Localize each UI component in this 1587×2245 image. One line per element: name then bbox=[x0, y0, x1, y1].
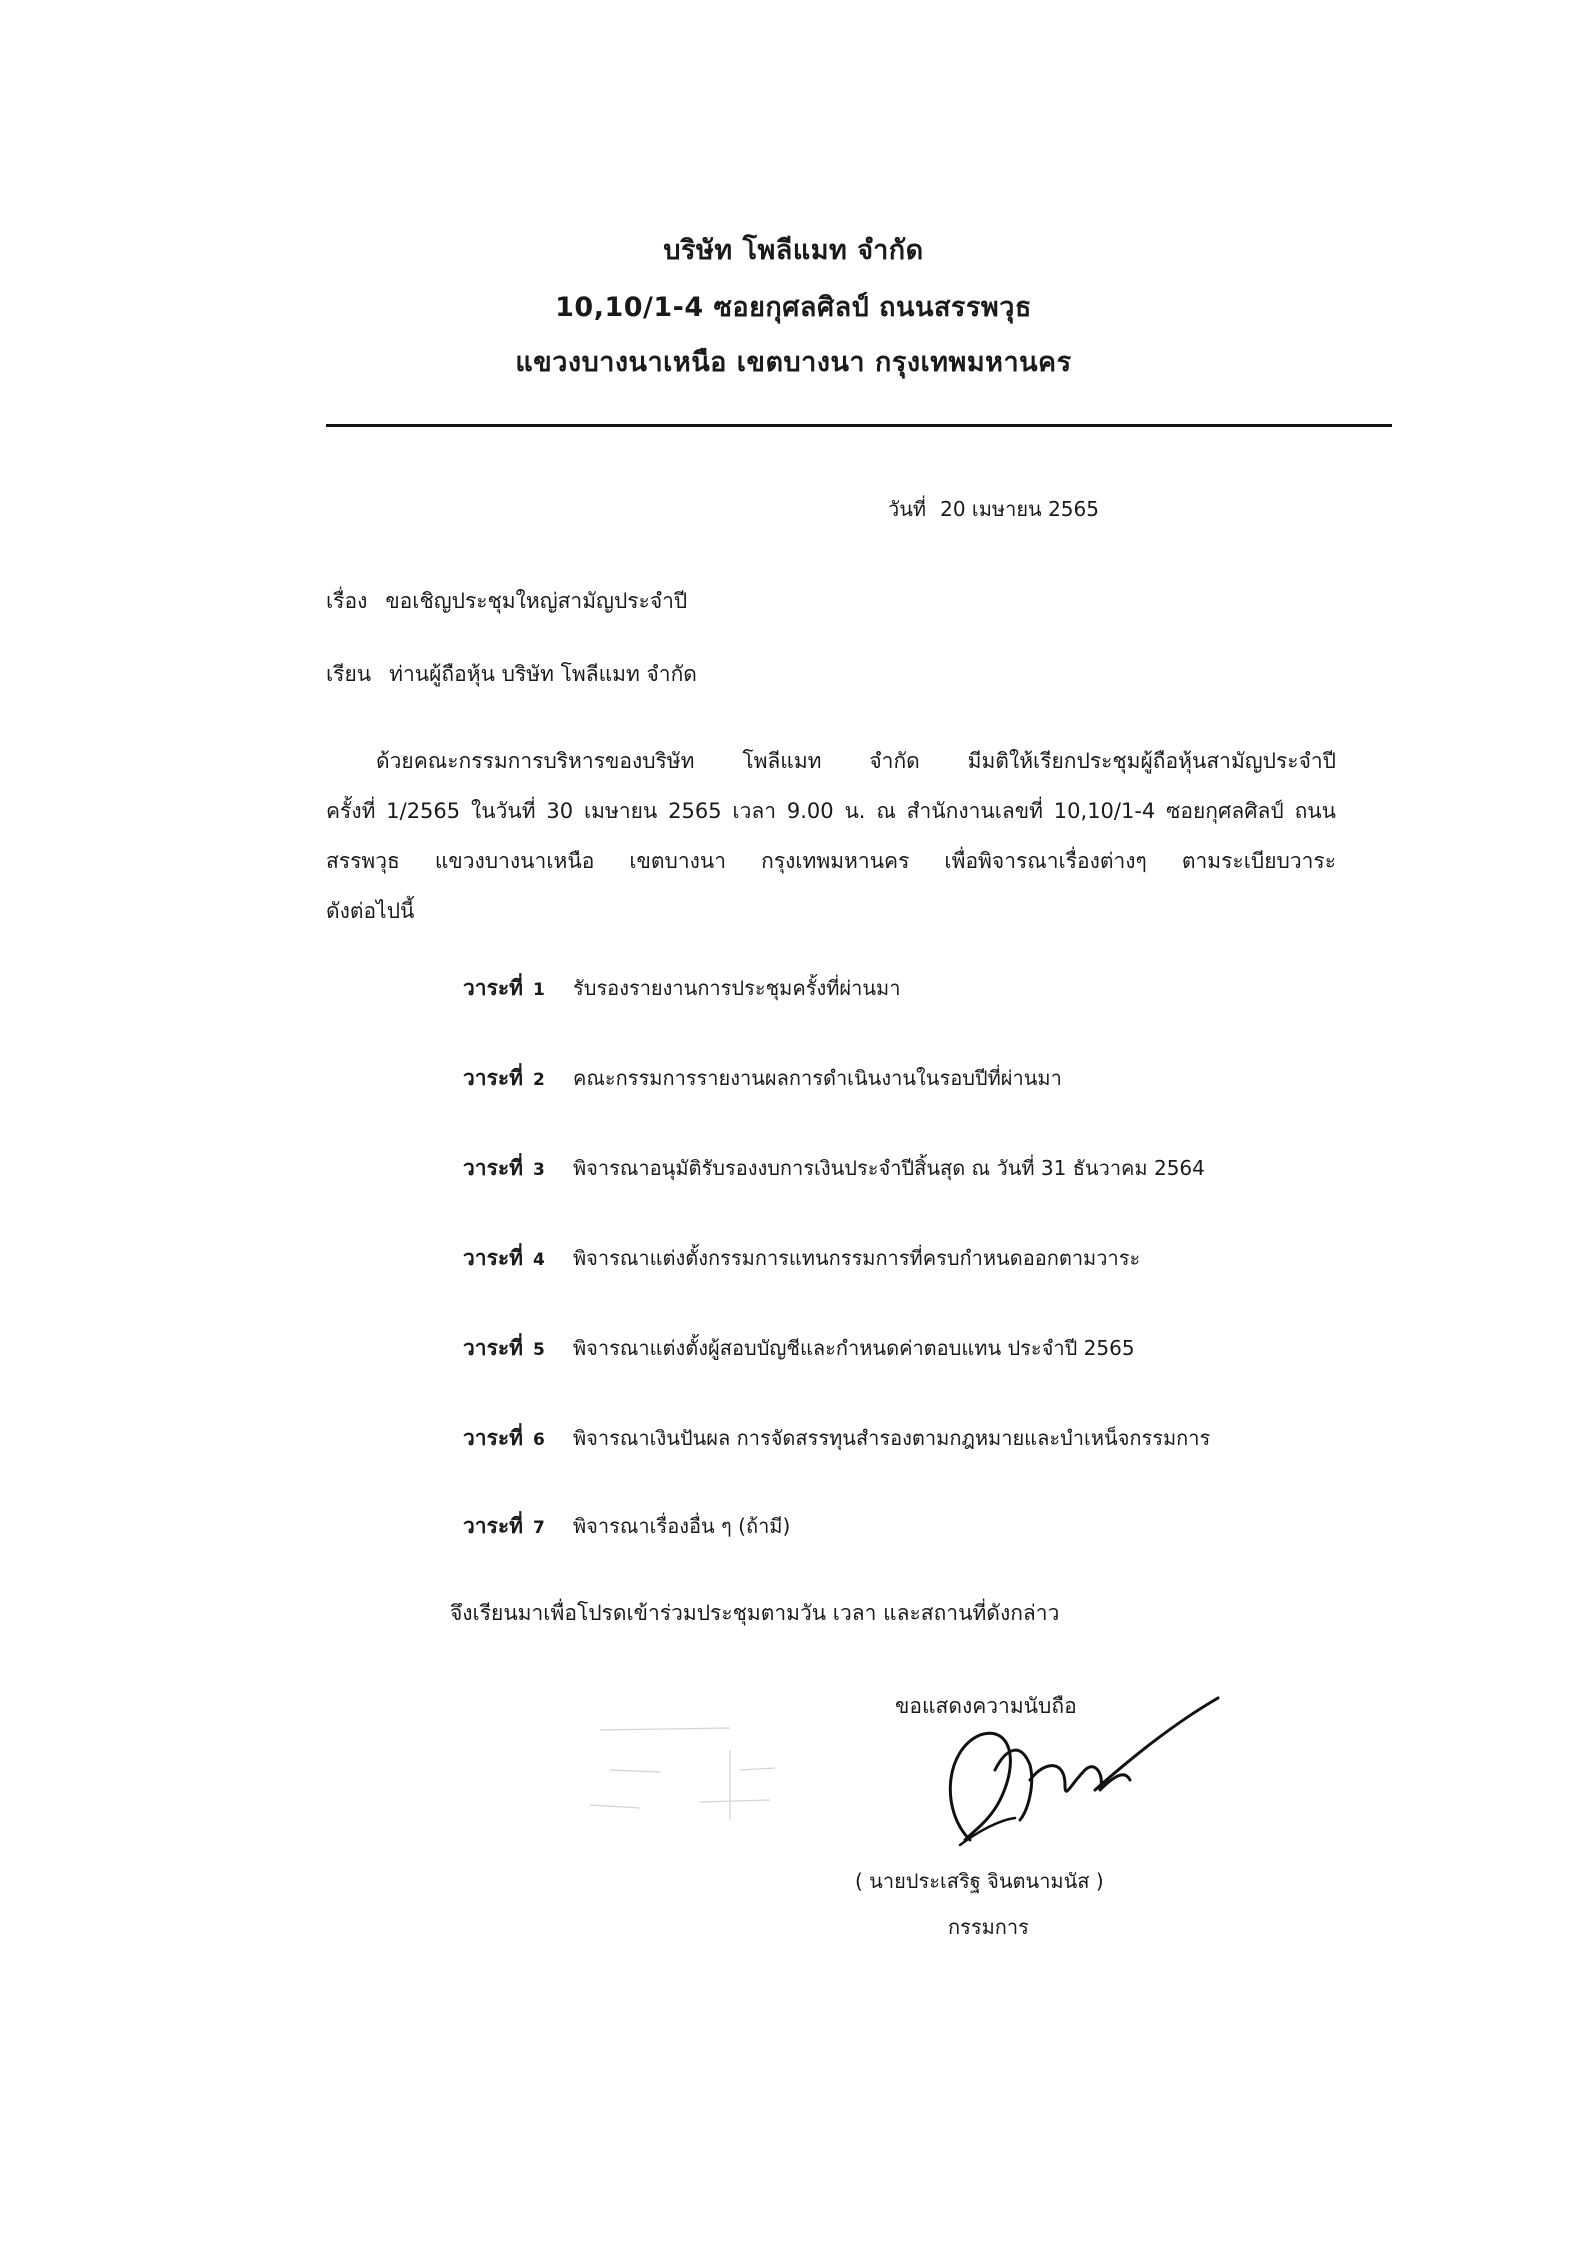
agenda-item bbox=[463, 1510, 790, 1543]
date-label: วันที่ bbox=[888, 497, 927, 521]
signer-title: กรรมการ bbox=[948, 1915, 1029, 1939]
subject-text: ขอเชิญประชุมใหญ่สามัญประจำปี bbox=[385, 589, 688, 613]
body-line-1: ด้วยคณะกรรมการบริหารของบริษัท โพลีแมท จำกัด มีมติให้เรียกประชุมผู้ถือหุ้นสามัญประจำปี bbox=[376, 749, 1336, 773]
agenda-text: รับรองรายงานการประชุมครั้งที่ผ่านมา bbox=[573, 976, 901, 1000]
address-line-2: แขวงบางนาเหนือ เขตบางนา กรุงเทพมหานคร bbox=[515, 347, 1072, 378]
agenda-label: วาระที่ bbox=[463, 976, 523, 1000]
agenda-text: พิจารณาเรื่องอื่น ๆ (ถ้ามี) bbox=[573, 1514, 791, 1538]
agenda-number: 7 bbox=[533, 1518, 545, 1538]
agenda-number: 6 bbox=[533, 1430, 545, 1450]
agenda-text: พิจารณาเงินปันผล การจัดสรรทุนสำรองตามกฎหมายและบำเหน็จกรรมการ bbox=[573, 1426, 1211, 1450]
agenda-label: วาระที่ bbox=[463, 1156, 523, 1180]
address-line-1: 10,10/1-4 ซอยกุศลศิลป์ ถนนสรรพวุธ bbox=[555, 292, 1032, 323]
agenda-number: 1 bbox=[533, 980, 545, 1000]
body-line-3: สรรพวุธ แขวงบางนาเหนือ เขตบางนา กรุงเทพมหานคร เพื่อพิจารณาเรื่องต่างๆ ตามระเบียบวาระ bbox=[326, 849, 1336, 873]
subject-line bbox=[326, 585, 687, 618]
faded-stamp-mark bbox=[580, 1710, 790, 1850]
agenda-text: พิจารณาแต่งตั้งกรรมการแทนกรรมการที่ครบกำหนดออกตามวาระ bbox=[573, 1246, 1141, 1270]
addressee-label: เรียน bbox=[326, 662, 372, 686]
agenda-number: 4 bbox=[533, 1250, 545, 1270]
agenda-item bbox=[463, 1242, 1140, 1275]
header-divider bbox=[326, 424, 1392, 427]
agenda-label: วาระที่ bbox=[463, 1246, 523, 1270]
subject-label: เรื่อง bbox=[326, 589, 368, 613]
date-line bbox=[888, 493, 1099, 525]
agenda-text: พิจารณาอนุมัติรับรองงบการเงินประจำปีสิ้นสุด ณ วันที่ 31 ธันวาคม 2564 bbox=[573, 1156, 1205, 1180]
addressee-line bbox=[326, 658, 697, 691]
agenda-label: วาระที่ bbox=[463, 1336, 523, 1360]
agenda-number: 2 bbox=[533, 1070, 545, 1090]
date-value: 20 เมษายน 2565 bbox=[940, 497, 1099, 521]
signature-mark bbox=[900, 1690, 1220, 1870]
signer-name: ( นายประเสริฐ จินตนามนัส ) bbox=[855, 1869, 1104, 1893]
body-line-2: ครั้งที่ 1/2565 ในวันที่ 30 เมษายน 2565 เวลา 9.00 น. ณ สำนักงานเลขที่ 10,10/1-4 ซอยกุศลศิลป์ ถนน bbox=[326, 799, 1336, 823]
agenda-item bbox=[463, 1062, 1062, 1095]
agenda-item bbox=[463, 972, 900, 1005]
agenda-label: วาระที่ bbox=[463, 1514, 523, 1538]
agenda-label: วาระที่ bbox=[463, 1066, 523, 1090]
agenda-item bbox=[463, 1152, 1205, 1185]
agenda-text: คณะกรรมการรายงานผลการดำเนินงานในรอบปีที่ผ่านมา bbox=[573, 1066, 1062, 1090]
agenda-text: พิจารณาแต่งตั้งผู้สอบบัญชีและกำหนดค่าตอบแทน ประจำปี 2565 bbox=[573, 1336, 1135, 1360]
agenda-item bbox=[463, 1332, 1135, 1365]
closing-sentence: จึงเรียนมาเพื่อโปรดเข้าร่วมประชุมตามวัน เวลา และสถานที่ดังกล่าว bbox=[450, 1601, 1060, 1625]
regards-text: ขอแสดงความนับถือ bbox=[895, 1694, 1077, 1718]
agenda-item bbox=[463, 1422, 1210, 1455]
addressee-text: ท่านผู้ถือหุ้น บริษัท โพลีแมท จำกัด bbox=[389, 662, 697, 686]
body-line-4: ดังต่อไปนี้ bbox=[326, 899, 415, 923]
agenda-number: 3 bbox=[533, 1160, 545, 1180]
agenda-number: 5 bbox=[533, 1340, 545, 1360]
company-name: บริษัท โพลีแมท จำกัด bbox=[663, 235, 924, 266]
agenda-label: วาระที่ bbox=[463, 1426, 523, 1450]
